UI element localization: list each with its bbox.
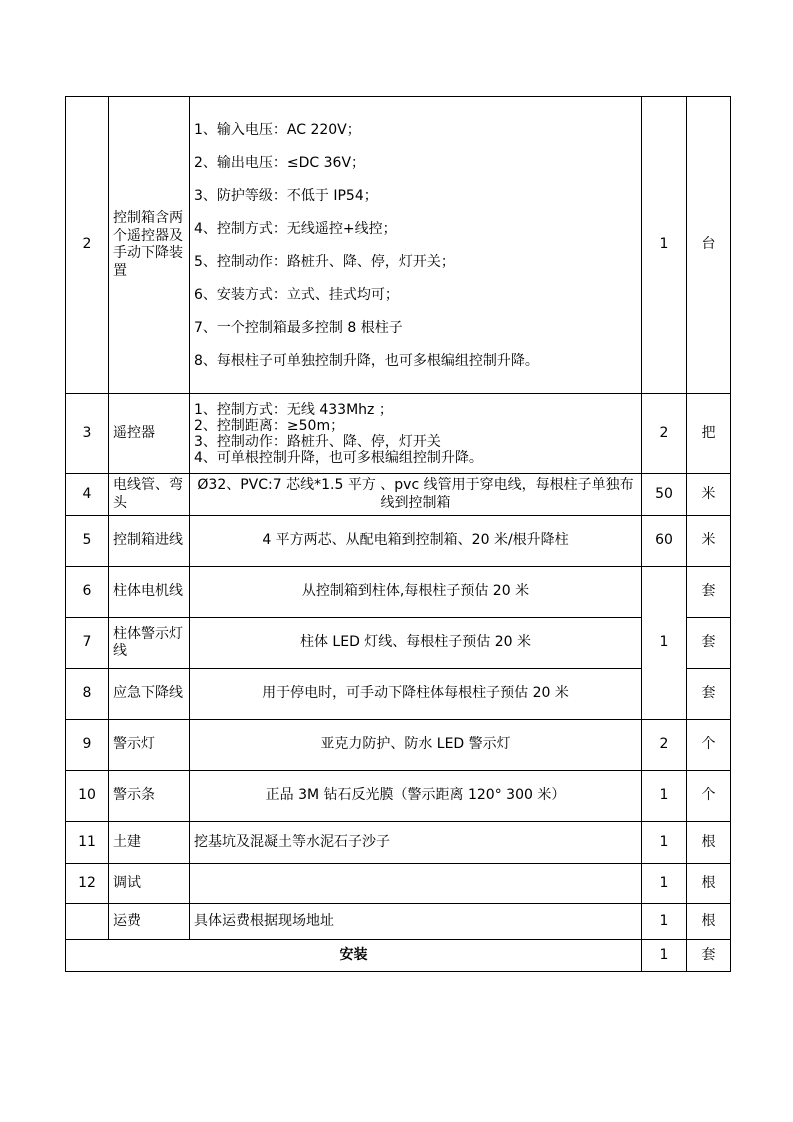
table-row xyxy=(66,822,731,864)
item-name: 柱体电机线 xyxy=(109,567,190,618)
spec-table xyxy=(65,96,731,972)
spec-line: 6、安装方式：立式、挂式均可； xyxy=(194,286,399,303)
table-row xyxy=(66,904,731,940)
merged-qty: 1 xyxy=(642,567,687,720)
row-number: 4 xyxy=(66,474,109,516)
row-number xyxy=(66,904,109,940)
item-name: 土建 xyxy=(109,822,190,864)
table-row xyxy=(66,394,731,474)
item-unit: 个 xyxy=(687,771,731,822)
item-name: 警示灯 xyxy=(109,720,190,771)
row-number: 10 xyxy=(66,771,109,822)
item-qty: 1 xyxy=(642,97,687,394)
spec-line: 7、一个控制箱最多控制 8 根柱子 xyxy=(194,319,403,336)
item-qty: 1 xyxy=(642,904,687,940)
item-unit: 把 xyxy=(687,394,731,474)
table-row xyxy=(66,97,731,394)
table-row xyxy=(66,516,731,567)
item-spec: 正品 3M 钻石反光膜（警示距离 120° 300 米） xyxy=(190,771,642,822)
row-number: 12 xyxy=(66,864,109,904)
item-unit: 根 xyxy=(687,822,731,864)
item-unit: 套 xyxy=(687,618,731,669)
spec-line: 1、输入电压：AC 220V； xyxy=(194,121,361,138)
item-spec: 柱体 LED 灯线、每根柱子预估 20 米 xyxy=(190,618,642,669)
item-name: 运费 xyxy=(109,904,190,940)
item-unit: 个 xyxy=(687,720,731,771)
item-spec: 具体运费根据现场地址 xyxy=(190,904,642,940)
spec-line: 4、可单根控制升降，也可多根编组控制升降。 xyxy=(194,449,483,466)
item-name: 控制箱进线 xyxy=(109,516,190,567)
item-name: 调试 xyxy=(109,864,190,904)
install-qty: 1 xyxy=(642,940,687,972)
row-number: 11 xyxy=(66,822,109,864)
table-row xyxy=(66,771,731,822)
item-qty: 1 xyxy=(642,771,687,822)
spec-line: 8、每根柱子可单独控制升降，也可多根编组控制升降。 xyxy=(194,352,539,369)
table-row xyxy=(66,864,731,904)
item-unit: 台 xyxy=(687,97,731,394)
install-row xyxy=(66,940,731,972)
item-unit: 米 xyxy=(687,516,731,567)
item-name: 遥控器 xyxy=(109,394,190,474)
row-number: 2 xyxy=(66,97,109,394)
table-row xyxy=(66,474,731,516)
item-qty: 1 xyxy=(642,864,687,904)
item-unit: 根 xyxy=(687,904,731,940)
item-spec: Ø32、PVC:7 芯线*1.5 平方 、pvc 线管用于穿电线，每根柱子单独布线到控制箱 xyxy=(190,474,642,516)
row-number: 9 xyxy=(66,720,109,771)
item-spec: 从控制箱到柱体,每根柱子预估 20 米 xyxy=(190,567,642,618)
row-number: 8 xyxy=(66,669,109,720)
spec-line: 3、控制动作：路桩升、降、停，灯开关 xyxy=(194,433,441,450)
spec-line: 2、控制距离：≥50m； xyxy=(194,417,345,434)
row-number: 6 xyxy=(66,567,109,618)
item-spec: 4 平方两芯、从配电箱到控制箱、20 米/根升降柱 xyxy=(190,516,642,567)
table-row xyxy=(66,567,731,618)
item-name: 警示条 xyxy=(109,771,190,822)
item-unit: 米 xyxy=(687,474,731,516)
item-spec: 亚克力防护、防水 LED 警示灯 xyxy=(190,720,642,771)
item-qty: 60 xyxy=(642,516,687,567)
row-number: 3 xyxy=(66,394,109,474)
spec-line: 3、防护等级：不低于 IP54； xyxy=(194,187,378,204)
item-unit: 套 xyxy=(687,669,731,720)
item-qty: 2 xyxy=(642,394,687,474)
spec-line: 4、控制方式：无线遥控+线控； xyxy=(194,220,397,237)
row-number: 7 xyxy=(66,618,109,669)
table-row xyxy=(66,720,731,771)
spec-line: 1、控制方式：无线 433Mhz ； xyxy=(194,401,393,418)
item-spec: 用于停电时，可手动下降柱体每根柱子预估 20 米 xyxy=(190,669,642,720)
item-spec: 挖基坑及混凝土等水泥石子沙子 xyxy=(190,822,642,864)
table-row xyxy=(66,618,731,669)
install-label: 安装 xyxy=(66,940,642,972)
item-spec xyxy=(190,864,642,904)
item-spec xyxy=(190,394,642,474)
item-name: 控制箱含两个遥控器及手动下降装置 xyxy=(109,97,190,394)
item-qty: 2 xyxy=(642,720,687,771)
item-name: 应急下降线 xyxy=(109,669,190,720)
item-qty: 1 xyxy=(642,822,687,864)
item-unit: 套 xyxy=(687,567,731,618)
item-unit: 根 xyxy=(687,864,731,904)
table-row xyxy=(66,669,731,720)
item-name: 柱体警示灯线 xyxy=(109,618,190,669)
spec-line: 2、输出电压：≤DC 36V； xyxy=(194,154,366,171)
item-qty: 50 xyxy=(642,474,687,516)
item-name: 电线管、弯头 xyxy=(109,474,190,516)
item-spec xyxy=(190,97,642,394)
row-number: 5 xyxy=(66,516,109,567)
spec-line: 5、控制动作：路桩升、降、停，灯开关； xyxy=(194,253,455,270)
install-unit: 套 xyxy=(687,940,731,972)
